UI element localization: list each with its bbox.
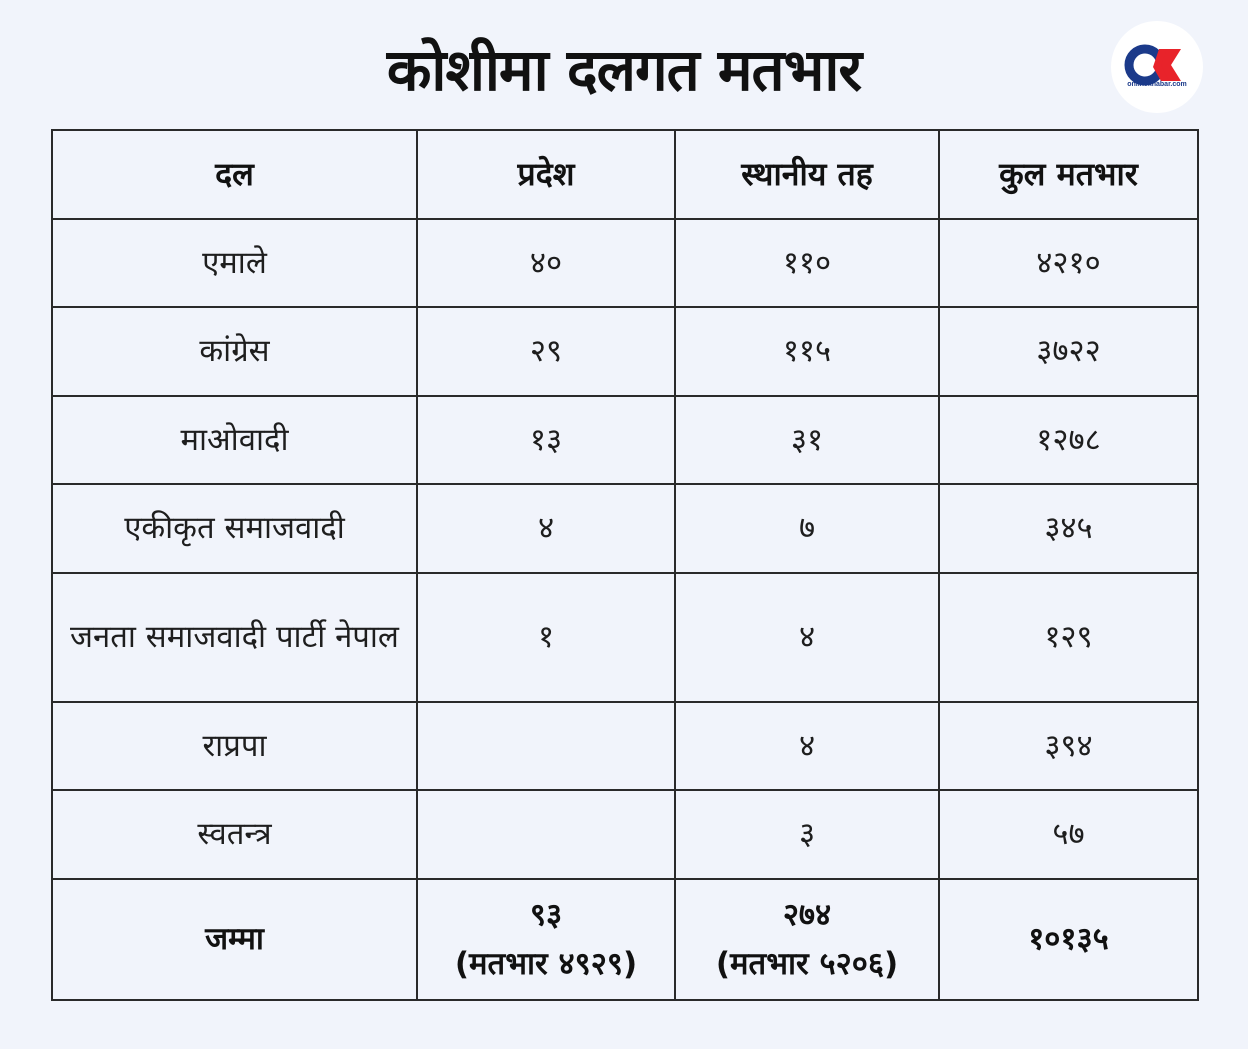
local-value: ३१ xyxy=(675,396,939,484)
party-name: कांग्रेस xyxy=(52,307,417,396)
table-header-row xyxy=(52,130,1198,219)
province-value xyxy=(417,790,675,879)
party-name: स्वतन्त्र xyxy=(52,790,417,879)
grand-total-value: १०१३५ xyxy=(939,879,1198,1000)
total-label: जम्मा xyxy=(52,879,417,1000)
ok-logo-icon xyxy=(1111,21,1203,113)
local-value: ११० xyxy=(675,219,939,307)
onlinekhabar-logo xyxy=(1111,21,1203,113)
logo-wordmark: onlinekhabar.com xyxy=(1127,81,1187,88)
total-value: १२९ xyxy=(939,573,1198,702)
province-value: ४ xyxy=(417,484,675,573)
table-row xyxy=(52,396,1198,484)
local-value: ११५ xyxy=(675,307,939,396)
total-local-cell xyxy=(675,879,939,1000)
total-local-value: २७४ xyxy=(782,897,832,934)
total-local-note: (मतभार ५२०६) xyxy=(715,945,899,982)
party-vote-weight-table xyxy=(51,129,1199,1001)
total-value: ३९४ xyxy=(939,702,1198,790)
table-total-row xyxy=(52,879,1198,1000)
local-value: ७ xyxy=(675,484,939,573)
local-value: ३ xyxy=(675,790,939,879)
table-row xyxy=(52,790,1198,879)
page-title: कोशीमा दलगत मतभार xyxy=(386,36,862,104)
province-value: १३ xyxy=(417,396,675,484)
header-total-vote-weight: कुल मतभार xyxy=(939,130,1198,219)
total-province-value: ९३ xyxy=(529,897,563,934)
table-row xyxy=(52,484,1198,573)
total-province-note: (मतभार ४९२९) xyxy=(454,945,638,982)
table-row xyxy=(52,307,1198,396)
province-value: ४० xyxy=(417,219,675,307)
header-province: प्रदेश xyxy=(417,130,675,219)
party-name: राप्रपा xyxy=(52,702,417,790)
party-name: एमाले xyxy=(52,219,417,307)
total-province-cell xyxy=(417,879,675,1000)
party-name: एकीकृत समाजवादी xyxy=(52,484,417,573)
total-value: ५७ xyxy=(939,790,1198,879)
total-value: ३४५ xyxy=(939,484,1198,573)
total-value: ३७२२ xyxy=(939,307,1198,396)
party-name: माओवादी xyxy=(52,396,417,484)
province-value: २९ xyxy=(417,307,675,396)
table-row xyxy=(52,219,1198,307)
local-value: ४ xyxy=(675,573,939,702)
local-value: ४ xyxy=(675,702,939,790)
province-value: १ xyxy=(417,573,675,702)
province-value xyxy=(417,702,675,790)
table-row xyxy=(52,573,1198,702)
header-party: दल xyxy=(52,130,417,219)
header-local-level: स्थानीय तह xyxy=(675,130,939,219)
total-value: १२७८ xyxy=(939,396,1198,484)
table-row xyxy=(52,702,1198,790)
total-value: ४२१० xyxy=(939,219,1198,307)
party-name: जनता समाजवादी पार्टी नेपाल xyxy=(52,573,417,702)
